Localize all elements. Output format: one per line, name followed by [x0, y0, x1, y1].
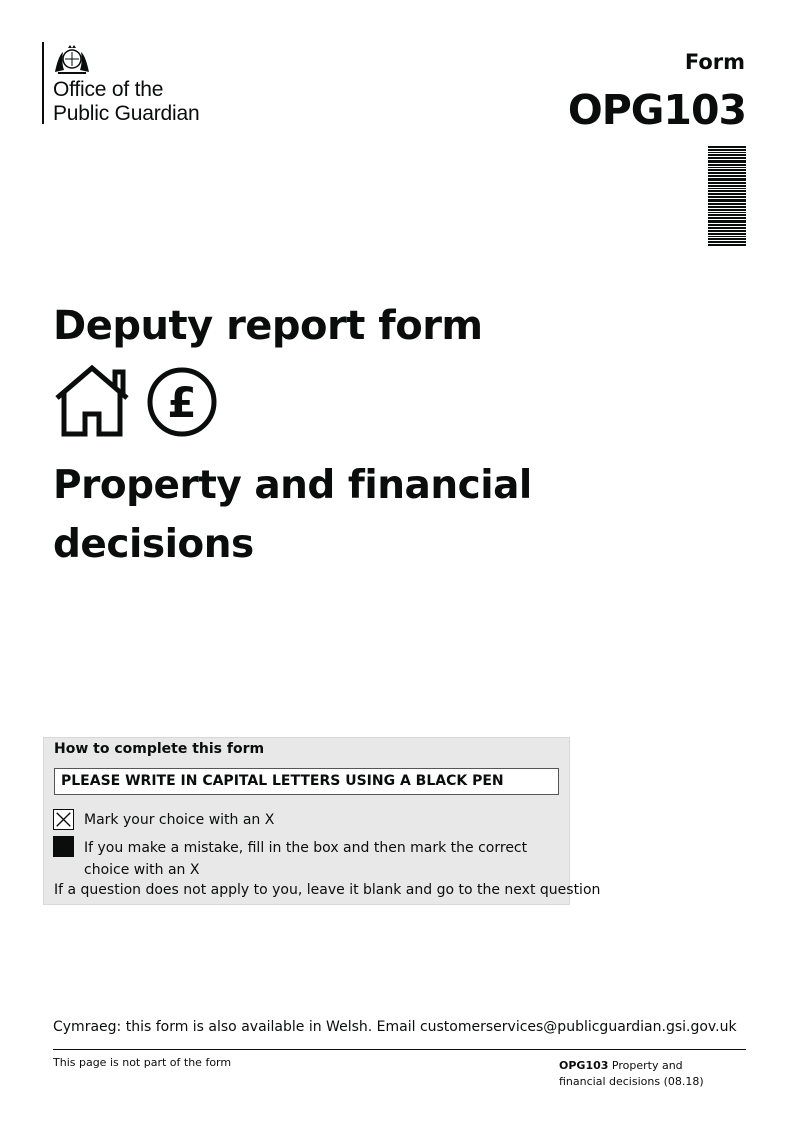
mark-choice-instruction: Mark your choice with an X [84, 812, 275, 828]
footer-form-code: OPG103 [559, 1059, 609, 1072]
footer-divider [53, 1049, 746, 1050]
mistake-instruction [84, 837, 554, 881]
barcode [708, 146, 746, 260]
org-line-2: Public Guardian [53, 102, 200, 125]
filled-box-example-icon [53, 836, 74, 857]
instructions-heading: How to complete this form [54, 741, 265, 757]
subtitle-line-2: decisions [53, 522, 254, 567]
footer-desc-line-2: financial decisions (08.18) [559, 1075, 704, 1088]
subtitle-line-1: Property and financial [53, 463, 532, 508]
x-mark-example-icon [53, 809, 74, 830]
decision-icons [53, 364, 223, 438]
welsh-availability-notice: Cymraeg: this form is also available in Welsh. Email customerservices@publicguardian.gsi.gov.uk [53, 1019, 737, 1035]
mistake-line-2: choice with an X [84, 862, 200, 878]
not-apply-instruction: If a question does not apply to you, leave it blank and go to the next question [54, 882, 601, 898]
org-line-1: Office of the [53, 78, 164, 101]
royal-crest-icon [52, 42, 92, 76]
logo-divider [42, 42, 44, 124]
page-subtitle [53, 456, 613, 574]
organisation-name [53, 78, 199, 126]
not-part-of-form-note: This page is not part of the form [53, 1056, 232, 1069]
footer-desc-line-1: Property and [611, 1059, 683, 1072]
mistake-line-1: If you make a mistake, fill in the box and then mark the correct [84, 840, 528, 856]
footer-form-reference [559, 1058, 729, 1090]
svg-text:£: £ [167, 378, 197, 427]
form-code: OPG103 [567, 86, 746, 134]
page-title: Deputy report form [53, 303, 483, 349]
caps-notice: PLEASE WRITE IN CAPITAL LETTERS USING A BLACK PEN [54, 768, 559, 795]
form-label: Form [684, 50, 745, 74]
house-icon [57, 368, 127, 434]
pound-icon [150, 370, 214, 434]
